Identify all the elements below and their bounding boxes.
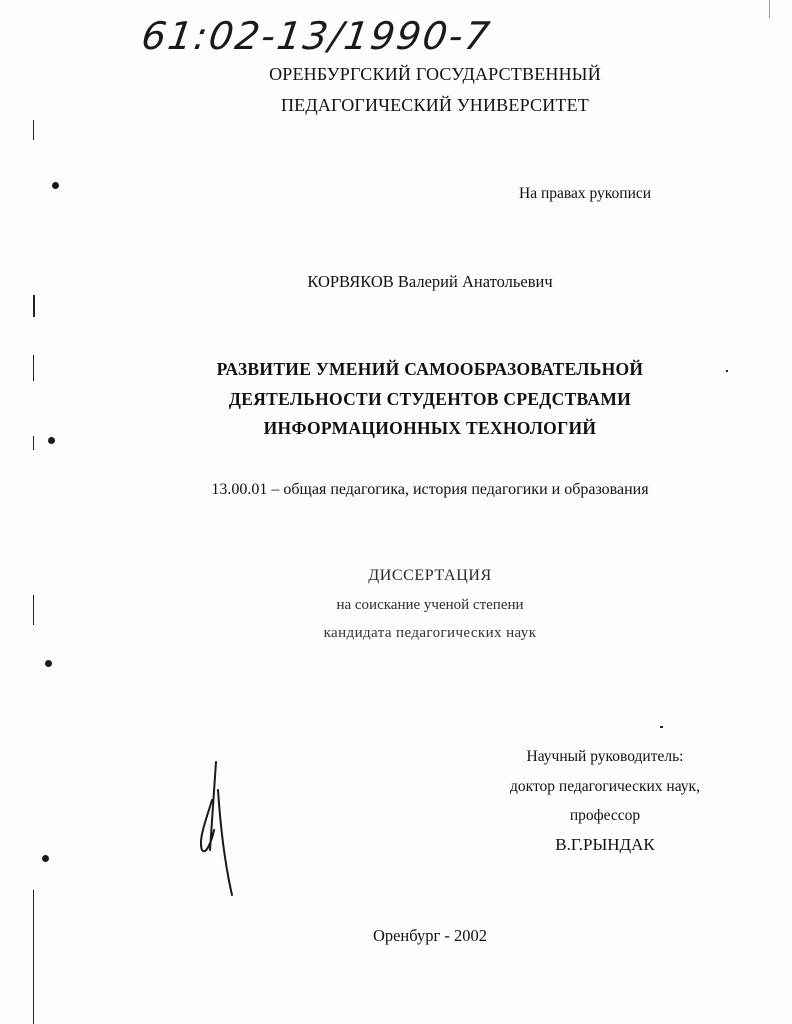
supervisor-degree: доктор педагогических наук, — [510, 778, 700, 795]
scan-margin-edge — [33, 890, 34, 1024]
specialty-code: 13.00.01 – общая педагогика, история педагогики и образования — [211, 481, 649, 498]
archive-code-handwritten: 61:02-13/1990-7 — [138, 14, 495, 58]
dissertation-title-line1: РАЗВИТИЕ УМЕНИЙ САМООБРАЗОВАТЕЛЬНОЙ — [216, 359, 644, 379]
scan-margin-mark — [769, 0, 770, 18]
binder-hole-mark — [52, 182, 59, 189]
binder-hole-mark — [45, 660, 52, 667]
scan-margin-mark — [33, 295, 35, 317]
degree-line2: кандидата педагогических наук — [323, 625, 537, 641]
scan-margin-mark — [33, 436, 34, 450]
signature-scribble — [190, 760, 240, 900]
author-name: КОРВЯКОВ Валерий Анатольевич — [307, 272, 553, 291]
scan-margin-mark — [33, 120, 34, 140]
university-name-line1: ОРЕНБУРГСКИЙ ГОСУДАРСТВЕННЫЙ — [269, 64, 601, 84]
city-year: Оренбург - 2002 — [372, 926, 488, 945]
scan-margin-mark — [33, 595, 34, 625]
supervisor-name: В.Г.РЫНДАК — [555, 835, 655, 854]
scan-speck — [726, 370, 728, 372]
university-name-line2: ПЕДАГОГИЧЕСКИЙ УНИВЕРСИТЕТ — [280, 95, 589, 115]
dissertation-title-line2: ДЕЯТЕЛЬНОСТИ СТУДЕНТОВ СРЕДСТВАМИ — [228, 389, 632, 409]
manuscript-rights-note: На правах рукописи — [519, 185, 652, 202]
supervisor-label: Научный руководитель: — [526, 748, 684, 765]
scan-margin-mark — [33, 355, 34, 381]
supervisor-title: профессор — [569, 807, 641, 824]
binder-hole-mark — [48, 437, 55, 444]
dissertation-label: ДИССЕРТАЦИЯ — [368, 567, 492, 584]
degree-line1: на соискание ученой степени — [336, 597, 524, 613]
scan-speck — [660, 726, 663, 728]
binder-hole-mark — [42, 855, 49, 862]
dissertation-title-line3: ИНФОРМАЦИОННЫХ ТЕХНОЛОГИЙ — [263, 418, 597, 438]
